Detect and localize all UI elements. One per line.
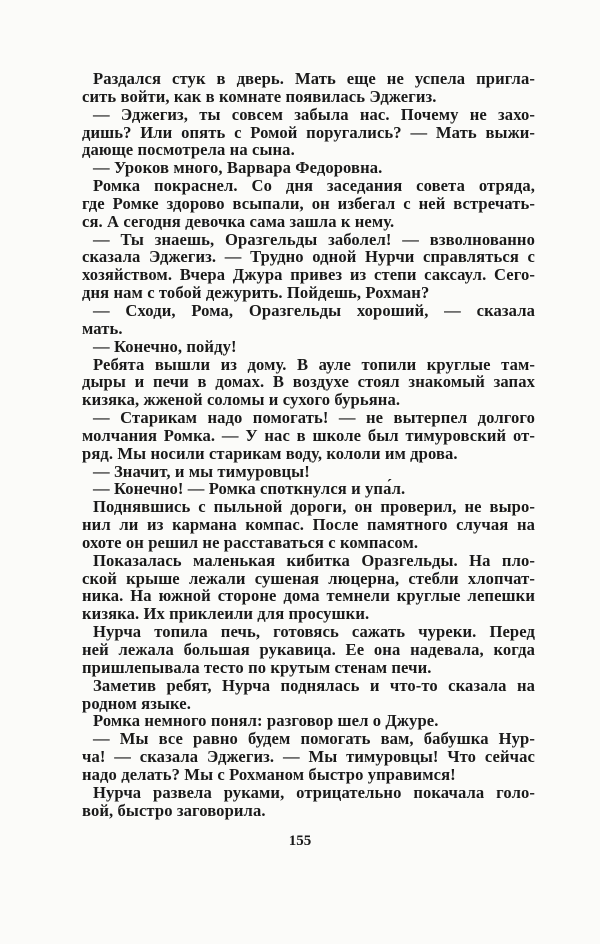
text-line: Нурча развела руками, отрицательно покачала голо-: [93, 782, 535, 802]
text-line: ской крыше лежали сушеная люцерна, стебли хлопчат-: [82, 568, 535, 588]
text-line: Ребята вышли из дому. В ауле топили круглые там-: [93, 354, 535, 374]
paragraph: [82, 106, 535, 160]
paragraph: [82, 159, 535, 177]
paragraph: [82, 231, 535, 302]
paragraph: [82, 677, 535, 713]
text-line: надо делать? Мы с Рохманом быстро управимся!: [82, 764, 456, 784]
paragraph: [82, 409, 535, 463]
paragraph: [82, 730, 535, 784]
text-line: Раздался стук в дверь. Мать еще не успела пригла-: [93, 69, 535, 88]
text-line: Нурча топила печь, готовясь сажать чуреки. Перед: [93, 622, 535, 642]
book-page-text: [82, 70, 535, 819]
text-line: кизяка. Их приклеили для просушки.: [82, 604, 370, 624]
text-line: пришлепывала тесто по крутым стенам печи.: [82, 657, 432, 677]
text-line: — Сходи, Рома, Оразгельды хороший, — сказала: [93, 300, 535, 320]
paragraph: [82, 70, 535, 106]
text-line: ней лежала большая рукавица. Ее она надевала, когда: [82, 640, 535, 659]
text-line: дня нам с тобой дежурить. Пойдешь, Рохман?: [82, 283, 430, 303]
page-number: 155: [288, 833, 312, 849]
paragraph: [82, 463, 535, 481]
paragraph: [82, 784, 535, 820]
text-line: сказала Эджегиз. — Трудно одной Нурчи справляться с: [82, 247, 535, 267]
text-line: Ромка покраснел. Со дня заседания совета отряда,: [93, 176, 535, 196]
text-line: ника. На южной стороне дома темнели круглые лепешки: [82, 586, 535, 606]
text-line: ся. А сегодня девочка сама зашла к нему.: [82, 211, 395, 231]
paragraph: [82, 356, 535, 410]
text-line: Показалась маленькая кибитка Оразгельды. На пло-: [93, 550, 535, 570]
paragraph: [82, 302, 535, 338]
paragraph: [82, 712, 535, 730]
text-line: родном языке.: [82, 693, 191, 713]
text-line: — Конечно! — Ромка споткнулся и упа́л.: [93, 479, 406, 499]
text-line: молчания Ромка. — У нас в школе был тимуровский от-: [82, 425, 535, 445]
text-line: — Уроков много, Варвара Федоровна.: [93, 158, 383, 178]
text-line: сить войти, как в комнате появилась Эджегиз.: [82, 86, 437, 106]
text-line: кизяка, жженой соломы и сухого бурьяна.: [82, 390, 401, 410]
text-line: ряд. Мы носили старикам воду, кололи им дрова.: [82, 443, 458, 463]
paragraph: [82, 552, 535, 623]
text-line: — Эджегиз, ты совсем забыла нас. Почему не захо-: [93, 104, 535, 124]
text-line: — Ты знаешь, Оразгельды заболел! — взволнованно: [93, 229, 535, 249]
text-line: Поднявшись с пыльной дороги, он проверил, не выро-: [93, 497, 535, 517]
paragraph: [82, 623, 535, 677]
text-line: Заметив ребят, Нурча поднялась и что-то сказала на: [93, 675, 535, 695]
text-line: — Значит, и мы тимуровцы!: [93, 461, 310, 481]
text-line: дишь? Или опять с Ромой поругались? — Мать выжи-: [82, 122, 535, 142]
text-line: охоте он решил не расставаться с компасом.: [82, 532, 419, 552]
text-line: — Конечно, пойду!: [93, 336, 237, 356]
paragraph: [82, 177, 535, 231]
text-line: дающе посмотрела на сына.: [82, 140, 295, 160]
text-line: вой, быстро заговорила.: [82, 800, 266, 820]
text-line: нил ли из кармана компас. После памятного случая на: [82, 515, 535, 535]
text-line: — Мы все равно будем помогать вам, бабушка Нур-: [93, 729, 535, 749]
text-line: мать.: [82, 318, 123, 338]
paragraph: [82, 338, 535, 356]
text-line: ча! — сказала Эджегиз. — Мы тимуровцы! Что сейчас: [82, 747, 535, 767]
text-line: хозяйством. Вчера Джура привез из степи саксаул. Сего-: [82, 265, 535, 285]
paragraph: [82, 480, 535, 498]
text-line: дыры и печи в домах. В воздухе стоял знакомый запах: [82, 372, 535, 392]
text-line: где Ромке здорово всыпали, он избегал с ней встречать-: [82, 193, 535, 213]
paragraph: [82, 498, 535, 552]
text-line: — Старикам надо помогать! — не вытерпел долгого: [93, 408, 535, 428]
text-line: Ромка немного понял: разговор шел о Джуре.: [93, 711, 439, 731]
